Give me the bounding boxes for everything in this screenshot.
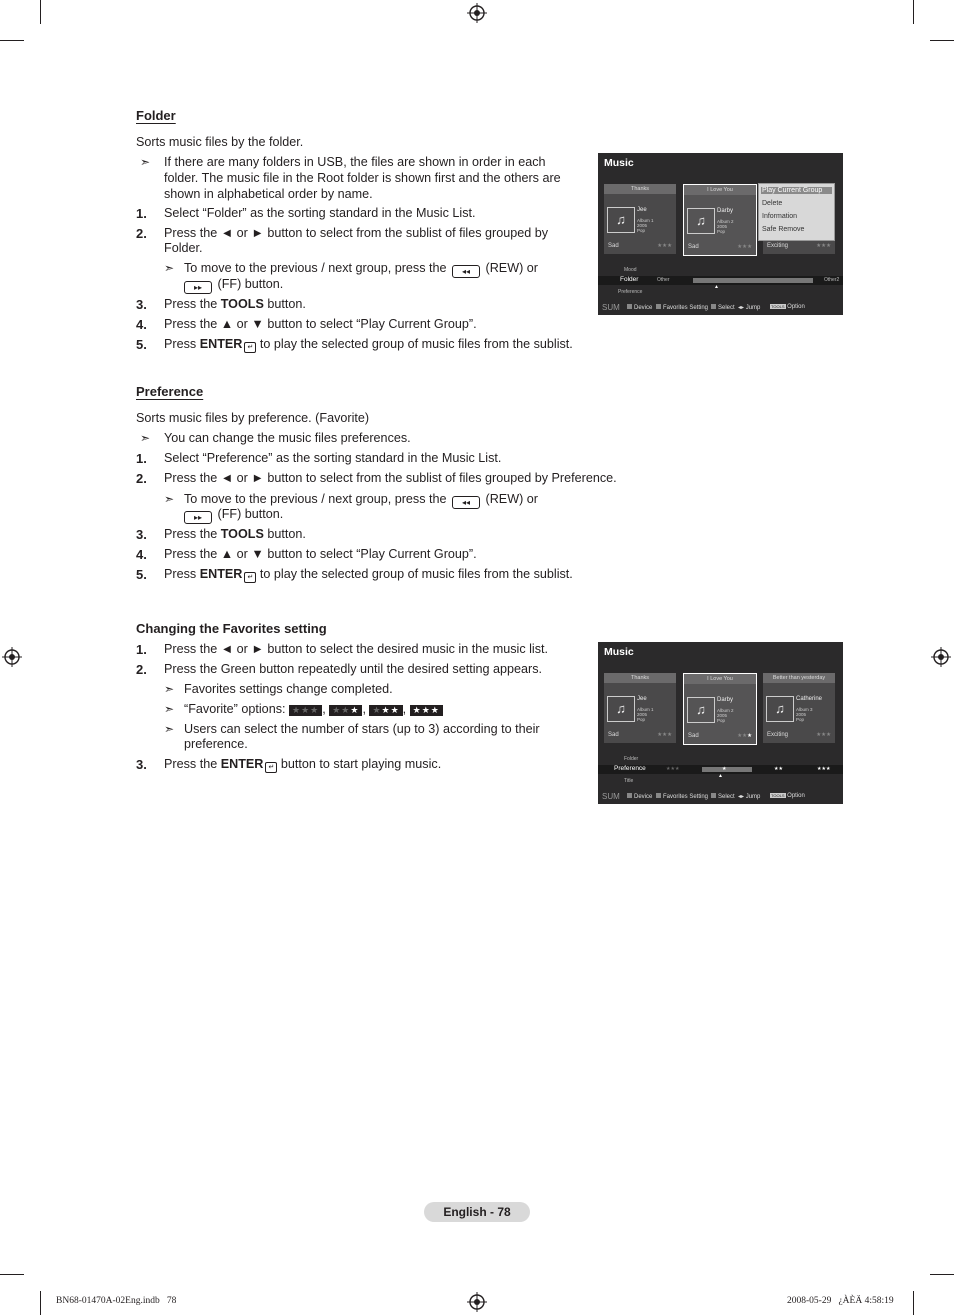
- substep-text: To move to the previous / next group, press the: [184, 261, 447, 275]
- card-stars: ★★★: [816, 243, 831, 249]
- music-note-icon: ♫: [607, 696, 635, 722]
- menu-item-delete[interactable]: Delete: [762, 200, 783, 207]
- sum-label: SUM: [602, 303, 620, 312]
- card-stars: ★★★: [816, 732, 831, 738]
- enter-icon: ↵: [244, 572, 256, 583]
- card-title: Better than yesterday: [763, 673, 835, 683]
- card-artist: Jee: [637, 207, 647, 213]
- favorite-options-label: “Favorite” options:: [184, 702, 286, 716]
- sort-below: Title: [624, 778, 634, 784]
- card-meta: Album 2 2005 Pop: [717, 708, 734, 723]
- tv-screen-preference: [598, 642, 843, 804]
- enter-icon: ↵: [244, 342, 256, 353]
- music-card: [763, 673, 835, 743]
- favorites-step-3: [164, 757, 441, 773]
- crop-mark: [913, 1291, 914, 1315]
- preference-step-4: Press the ▲ or ▼ button to select “Play Current Group”.: [164, 547, 477, 561]
- screen-title: Music: [604, 157, 634, 169]
- crop-mark: [0, 1274, 24, 1275]
- step-number: 3.: [136, 757, 147, 772]
- music-card: [604, 184, 676, 254]
- folder-note-line: folder. The music file in the Root folder is shown first and the others are: [164, 171, 561, 185]
- note-arrow-icon: ➣: [164, 722, 175, 736]
- help-option: TOOLS Option: [771, 793, 805, 799]
- screen-title: Music: [604, 646, 634, 658]
- group-stars-1-icon: ★: [722, 766, 727, 772]
- sort-current: Preference: [614, 765, 646, 772]
- step-number: 1.: [136, 451, 147, 466]
- preference-note: You can change the music files preferences.: [164, 431, 411, 445]
- card-mood: Exciting: [767, 243, 789, 249]
- card-artist: Jee: [637, 696, 647, 702]
- music-note-icon: ♫: [687, 697, 715, 723]
- sum-label: SUM: [602, 792, 620, 801]
- step-number: 4.: [136, 317, 147, 332]
- step-number: 4.: [136, 547, 147, 562]
- registration-mark-icon: [467, 1292, 487, 1312]
- step-number: 1.: [136, 206, 147, 221]
- card-stars: ★★★: [657, 732, 672, 738]
- card-meta: Album 3 2005 Pop: [796, 707, 813, 722]
- card-meta: Album 2 2005 Pop: [717, 219, 734, 234]
- card-stars: ★★★: [737, 733, 752, 739]
- favorites-substep-3: Users can select the number of stars (up to 3) according to their: [184, 722, 540, 736]
- favorites-heading: Changing the Favorites setting: [136, 621, 327, 636]
- group-stars-2-icon: ★★: [774, 766, 783, 772]
- step-number: 1.: [136, 642, 147, 657]
- music-card: [604, 673, 676, 743]
- step-text: button to start playing music.: [277, 757, 442, 771]
- step-number: 3.: [136, 297, 147, 312]
- sort-above: Folder: [624, 756, 639, 762]
- favorites-substep-1: Favorites settings change completed.: [184, 682, 393, 696]
- folder-heading: Folder: [136, 108, 176, 123]
- group-highlight: [693, 278, 813, 283]
- rew-icon: ◂◂: [452, 496, 480, 509]
- tv-screen-folder: [598, 153, 843, 315]
- group-right: Other2: [824, 277, 840, 283]
- music-note-icon: ♫: [687, 208, 715, 234]
- crop-mark: [913, 0, 914, 24]
- help-device: Device: [627, 793, 652, 800]
- crop-mark: [0, 40, 24, 41]
- ff-icon: ▸▸: [184, 511, 212, 524]
- help-favorites: Favorites Setting: [656, 793, 708, 800]
- card-mood: Sad: [688, 244, 699, 250]
- group-stars-3-icon: ★★★: [817, 766, 831, 772]
- crop-mark: [930, 40, 954, 41]
- folder-note-line: shown in alphabetical order by name.: [164, 187, 373, 201]
- step-text: Press the: [164, 757, 221, 771]
- step-text: button.: [263, 297, 306, 311]
- group-stars-0-icon: ★★★: [666, 766, 680, 772]
- step-number: 3.: [136, 527, 147, 542]
- card-title: I Love You: [684, 674, 756, 684]
- note-arrow-icon: ➣: [140, 431, 151, 445]
- preference-step-3: [164, 527, 306, 543]
- favorites-step-1: Press the ◄ or ► button to select the desired music in the music list.: [164, 642, 549, 656]
- note-arrow-icon: ➣: [164, 261, 175, 275]
- card-meta: Album 1 2005 Pop: [637, 707, 654, 722]
- registration-mark-icon: [931, 647, 951, 667]
- substep-text: To move to the previous / next group, press the: [184, 492, 447, 506]
- folder-step-5: [164, 337, 573, 353]
- registration-mark-icon: [467, 3, 487, 23]
- crop-mark: [40, 1291, 41, 1315]
- card-title: Thanks: [604, 184, 676, 194]
- preference-step-2: Press the ◄ or ► button to select from the sublist of files grouped by Preference.: [164, 471, 617, 485]
- folder-note-line: If there are many folders in USB, the files are shown in order in each: [164, 155, 546, 169]
- sort-above: Mood: [624, 267, 637, 273]
- step-number: 5.: [136, 337, 147, 352]
- footer-timestamp: 2008-05-29 ¿ÀÈÄ 4:58:19: [787, 1296, 894, 1306]
- substep-rew-text: (REW) or: [485, 261, 538, 275]
- sort-below: Preference: [618, 289, 643, 295]
- folder-substep: [184, 261, 538, 278]
- group-highlight: [702, 767, 752, 772]
- help-jump: ◂▸ Jump: [738, 794, 761, 800]
- enter-label: ENTER: [199, 567, 243, 581]
- tools-label: TOOLS: [220, 297, 264, 311]
- enter-label: ENTER: [199, 337, 243, 351]
- favorites-substep-3-cont: preference.: [184, 737, 248, 751]
- folder-substep-cont: [184, 277, 283, 294]
- page-number: English - 78: [424, 1202, 530, 1222]
- music-card-selected: [683, 673, 757, 745]
- step-text: Press the: [164, 527, 221, 541]
- preference-heading: Preference: [136, 384, 204, 399]
- step-text: Press: [164, 567, 200, 581]
- step-text: to play the selected group of music files from the sublist.: [256, 337, 573, 351]
- substep-ff-text: (FF) button.: [217, 277, 284, 291]
- step-text: Press: [164, 337, 200, 351]
- note-arrow-icon: ➣: [140, 155, 151, 169]
- music-note-icon: ♫: [607, 207, 635, 233]
- preference-substep-cont: [184, 507, 283, 524]
- position-marker-icon: ▲: [718, 773, 723, 779]
- card-meta: Album 1 2005 Pop: [637, 218, 654, 233]
- star-rating-1-icon: ★★★: [329, 705, 362, 716]
- card-mood: Sad: [608, 732, 619, 738]
- sort-current: Folder: [620, 276, 639, 283]
- favorites-substep-2: “Favorite” options: ★★★ , ★★★ , ★★★ , ★★★: [184, 702, 443, 718]
- preference-step-5: [164, 567, 573, 583]
- star-rating-2-icon: ★★★: [369, 705, 402, 716]
- help-select: Select: [711, 304, 735, 311]
- folder-step-2-cont: Folder.: [164, 241, 203, 255]
- help-device: Device: [627, 304, 652, 311]
- help-jump: ◂▸ Jump: [738, 305, 761, 311]
- card-title: Thanks: [604, 673, 676, 683]
- step-number: 2.: [136, 471, 147, 486]
- note-arrow-icon: ➣: [164, 702, 175, 716]
- screen-help-bar: [598, 301, 843, 315]
- step-number: 2.: [136, 226, 147, 241]
- card-artist: Darby: [717, 697, 734, 703]
- preference-step-1: Select “Preference” as the sorting standard in the Music List.: [164, 451, 502, 465]
- star-rating-3-icon: ★★★: [410, 705, 443, 716]
- note-arrow-icon: ➣: [164, 492, 175, 506]
- substep-rew-text: (REW) or: [485, 492, 538, 506]
- note-arrow-icon: ➣: [164, 682, 175, 696]
- enter-icon: ↵: [265, 762, 277, 773]
- ff-icon: ▸▸: [184, 281, 212, 294]
- card-artist: Darby: [717, 208, 734, 214]
- music-note-icon: ♫: [766, 696, 794, 722]
- folder-step-4: Press the ▲ or ▼ button to select “Play Current Group”.: [164, 317, 477, 331]
- preference-intro: Sorts music files by preference. (Favorite): [136, 411, 370, 425]
- step-number: 2.: [136, 662, 147, 677]
- help-option: TOOLS Option: [771, 304, 805, 310]
- tools-menu: [758, 183, 835, 241]
- step-text: Press the: [164, 297, 221, 311]
- step-text: to play the selected group of music files from the sublist.: [256, 567, 573, 581]
- card-mood: Sad: [608, 243, 619, 249]
- music-card-selected: [683, 184, 757, 256]
- crop-mark: [930, 1274, 954, 1275]
- help-favorites: Favorites Setting: [656, 304, 708, 311]
- card-stars: ★★★: [737, 244, 752, 250]
- menu-item-information[interactable]: Information: [762, 213, 798, 220]
- tools-label: TOOLS: [220, 527, 264, 541]
- folder-step-1: Select “Folder” as the sorting standard in the Music List.: [164, 206, 476, 220]
- substep-ff-text: (FF) button.: [217, 507, 284, 521]
- step-text: button.: [263, 527, 306, 541]
- position-marker-icon: ▲: [714, 284, 719, 290]
- menu-item-play-current-group[interactable]: Play Current Group: [761, 187, 832, 194]
- screen-help-bar: [598, 790, 843, 804]
- star-rating-0-icon: ★★★: [289, 705, 322, 716]
- folder-step-2: Press the ◄ or ► button to select from the sublist of files grouped by: [164, 226, 549, 240]
- menu-item-safe-remove[interactable]: Safe Remove: [762, 226, 805, 233]
- help-select: Select: [711, 793, 735, 800]
- registration-mark-icon: [2, 647, 22, 667]
- card-mood: Exciting: [767, 732, 789, 738]
- card-title: I Love You: [684, 185, 756, 195]
- folder-intro: Sorts music files by the folder.: [136, 135, 304, 149]
- card-artist: Catherine: [796, 696, 823, 702]
- step-number: 5.: [136, 567, 147, 582]
- card-stars: ★★★: [657, 243, 672, 249]
- favorites-step-2: Press the Green button repeatedly until the desired setting appears.: [164, 662, 543, 676]
- group-left: Other: [657, 277, 670, 283]
- crop-mark: [40, 0, 41, 24]
- enter-label: ENTER: [220, 757, 264, 771]
- rew-icon: ◂◂: [452, 265, 480, 278]
- folder-step-3: [164, 297, 306, 313]
- footer-filename: BN68-01470A-02Eng.indb 78: [56, 1296, 177, 1306]
- card-mood: Sad: [688, 733, 699, 739]
